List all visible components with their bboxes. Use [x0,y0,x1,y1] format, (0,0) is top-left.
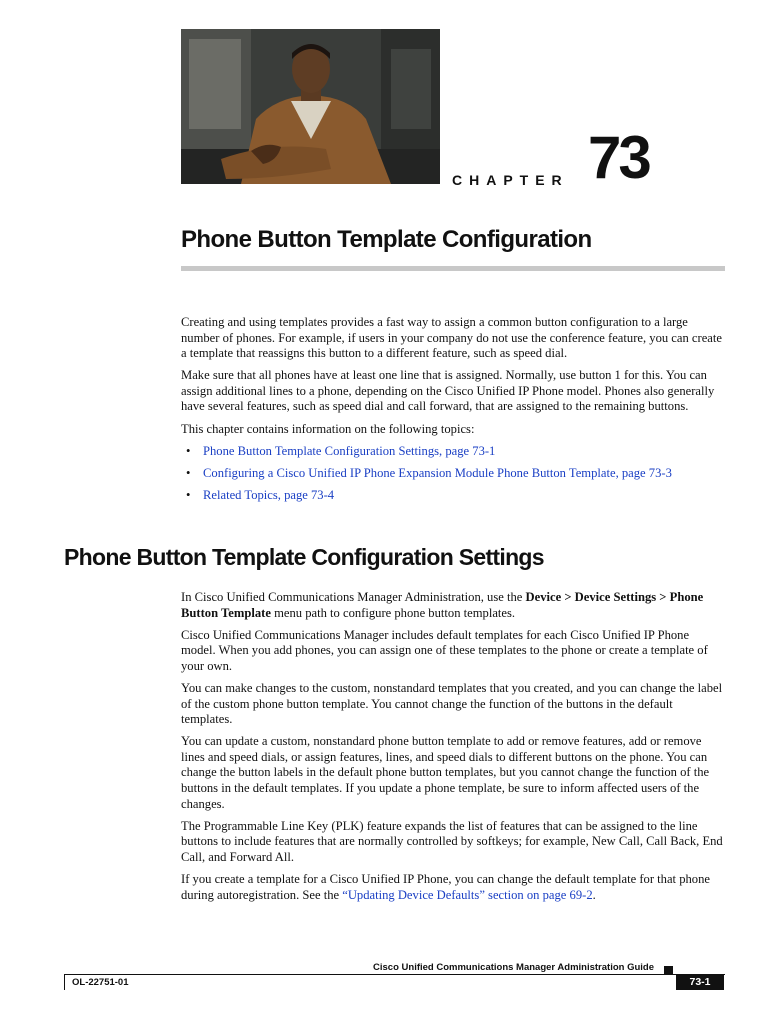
section-paragraph: You can update a custom, nonstandard phone button template to add or remove features, add or remove lines and speed dials, or assign features, lines, and speed dials to different buttons on the phone. You can change the button labels in the default phone button templates, but you cannot change the function of the buttons in the default templates. If you update a phone template, be sure to inform affected users of the changes. [181,734,710,811]
chapter-label: CHAPTER [452,172,569,188]
section-paragraph [181,872,725,903]
topic-link-expansion-module[interactable]: Configuring a Cisco Unified IP Phone Expansion Module Phone Button Template, page 73-3 [203,465,672,480]
topic-list-item [181,466,725,482]
intro-body [181,315,725,510]
topic-list-item [181,488,725,504]
footer-guide-title: Cisco Unified Communications Manager Administration Guide [373,962,654,973]
footer-doc-number: OL-22751-01 [72,977,129,988]
bullet-icon: • [186,487,191,502]
intro-paragraph: This chapter contains information on the following topics: [181,421,475,436]
paragraph-text: In Cisco Unified Communications Manager Administration, use the [181,590,526,604]
cross-reference-link[interactable]: “Updating Device Defaults” section on page 69-2 [342,887,593,902]
chapter-photo [181,29,440,184]
topic-list-item [181,444,725,460]
section-heading: Phone Button Template Configuration Settings [64,544,544,570]
footer-rule [64,974,725,975]
topic-link-related-topics[interactable]: Related Topics, page 73-4 [203,487,335,502]
menu-path: Device > Device Settings > Phone Button Template [181,590,704,620]
paragraph-text: menu path to configure phone button templates. [270,605,516,620]
footer-tick [64,974,65,990]
person-photo-illustration [181,29,440,184]
chapter-number: 73 [588,124,649,191]
bullet-icon: • [186,465,191,480]
paragraph-text: . [592,887,596,902]
paragraph-text: If you create a template for a Cisco Unified IP Phone, you can change the default template for that phone during autoregistration. See the [181,872,710,902]
topic-link-settings[interactable]: Phone Button Template Configuration Settings, page 73-1 [203,443,496,458]
section-paragraph: You can make changes to the custom, nonstandard templates that you created, and you can change the label of the custom phone button template. You cannot change the function of the buttons in the default templates. [181,680,723,727]
page-number: 73-1 [676,975,724,990]
page-title: Phone Button Template Configuration [181,226,592,253]
section-paragraph: Cisco Unified Communications Manager includes default templates for each Cisco Unified IP Phone model. When you add phones, you can assign one of these templates to the phone or create a template of your own. [181,627,708,673]
intro-paragraph: Creating and using templates provides a fast way to assign a common button configuration to a large number of phones. For example, if users in your company do not use the conference feature, you can create a template that reassigns this button to a different feature, such as speed dial. [181,315,722,361]
section-paragraph: The Programmable Line Key (PLK) feature expands the list of features that can be assigned to the line buttons to include features that are normally controlled by softkeys; for example, New Call, Call Back, End Call, and Forward All. [181,818,723,864]
section-body [181,590,725,910]
title-rule [181,266,725,271]
intro-paragraph: Make sure that all phones have at least one line that is assigned. Normally, use button 1 for this. You can assign additional lines to a phone, depending on the Cisco Unified IP Phone model. Phones also generally have several features, such as speed dial and call forward, that are assigned to the remaining buttons. [181,368,715,414]
topic-list [181,444,725,504]
section-paragraph [181,590,725,621]
bullet-icon: • [186,443,191,458]
